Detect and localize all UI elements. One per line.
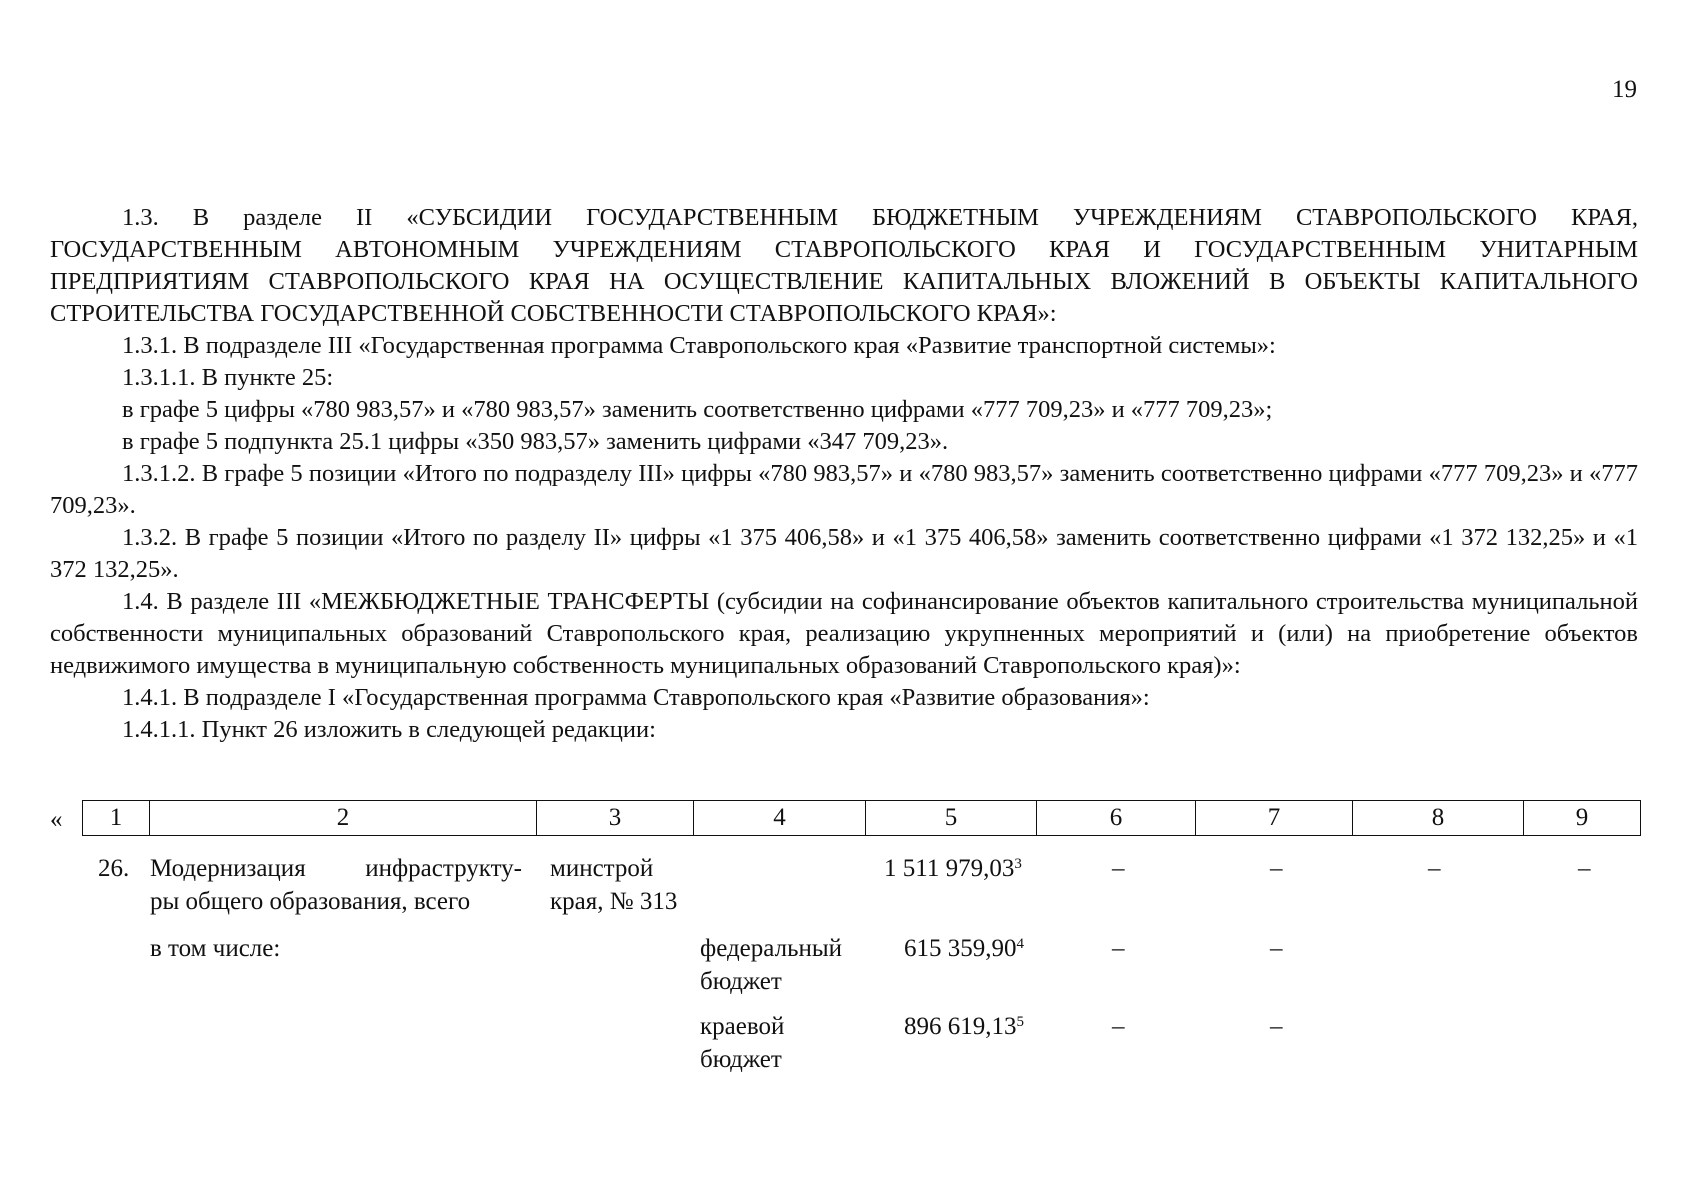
header-col-8: 8 [1353,801,1524,836]
header-col-3: 3 [537,801,694,836]
row-26-total [884,852,1022,885]
regional-source-line2: бюджет [700,1046,782,1073]
header-col-4: 4 [694,801,866,836]
row-26-customer-line2: края, № 313 [550,888,678,915]
table-open-quote: « [50,806,63,833]
federal-col6: – [1112,935,1125,962]
federal-source-line1: федеральный [700,935,843,962]
federal-col7: – [1270,935,1283,962]
paragraph-1-4-1-1: 1.4.1.1. Пункт 26 изложить в следующей редакции: [122,716,656,743]
row-26-number: 26. [98,855,130,882]
federal-amount-value: 615 359,90 [904,935,1017,962]
header-col-6: 6 [1037,801,1196,836]
row-26-col8: – [1428,855,1441,882]
regional-budget-amount [904,1010,1024,1043]
regional-source-line1: краевой [700,1013,785,1040]
row-26-object-name [150,852,522,918]
federal-budget-amount [904,932,1024,965]
paragraph-1-4: 1.4. В разделе III «МЕЖБЮДЖЕТНЫЕ ТРАНСФЕРТЫ (субсидии на софинансирование объектов капитального строительства муниципальной собственности муниципальных образований Ставропольского края, реализацию укрупненных мероприятий и (или) на приобретение объектов недвижимого имущества в муниципальную собственность муниципальных образований Ставропольского края)»: [50,588,1638,679]
row-26-customer-line1: минстрой [550,855,654,882]
row-26-name-line1: Модернизация инфраструкту- [150,855,522,882]
paragraph-1-3-1-1: 1.3.1.1. В пункте 25: [122,364,334,391]
paragraph-1-3-2: 1.3.2. В графе 5 позиции «Итого по разделу II» цифры «1 375 406,58» и «1 375 406,58» заменить соответственно цифрами «1 372 132,25» и «1 372 132,25». [50,524,1638,583]
regional-col7: – [1270,1013,1283,1040]
header-col-2: 2 [150,801,537,836]
header-col-7: 7 [1196,801,1353,836]
row-26-name-line2: ры общего образования, всего [150,888,471,915]
regional-amount-value: 896 619,13 [904,1013,1017,1040]
regional-budget-source [700,1010,784,1076]
page-number: 19 [1612,76,1637,103]
federal-source-line2: бюджет [700,968,782,995]
paragraph-1-4-1: 1.4.1. В подразделе I «Государственная программа Ставропольского края «Развитие образования»: [122,684,1150,711]
including-label: в том числе: [150,935,281,962]
row-26-total-value: 1 511 979,03 [884,855,1015,882]
paragraph-1-3-1-2: 1.3.1.2. В графе 5 позиции «Итого по подразделу III» цифры «780 983,57» и «780 983,57» заменить соответственно цифрами «777 709,23» и «777 709,23». [50,460,1638,519]
header-col-5: 5 [866,801,1037,836]
row-26-col7: – [1270,855,1283,882]
regional-col6: – [1112,1013,1125,1040]
paragraph-subitem-25-1: в графе 5 подпункта 25.1 цифры «350 983,57» заменить цифрами «347 709,23». [122,428,949,455]
header-col-1: 1 [83,801,150,836]
header-col-9: 9 [1524,801,1641,836]
regional-amount-footnote: 5 [1016,1014,1024,1030]
paragraph-column5-replace: в графе 5 цифры «780 983,57» и «780 983,57» заменить соответственно цифрами «777 709,23» и «777 709,23»; [122,396,1273,423]
row-26-total-footnote: 3 [1014,856,1022,872]
row-26-col9: – [1578,855,1591,882]
paragraph-1-3: 1.3. В разделе II «СУБСИДИИ ГОСУДАРСТВЕННЫМ БЮДЖЕТНЫМ УЧРЕЖДЕНИЯМ СТАВРОПОЛЬСКОГО КРАЯ, ГОСУДАРСТВЕННЫМ АВТОНОМНЫМ УЧРЕЖДЕНИЯМ СТАВРОПОЛЬСКОГО КРАЯ И ГОСУДАРСТВЕННЫМ УНИТАРНЫМ ПРЕДПРИЯТИЯМ СТАВРОПОЛЬСКОГО КРАЯ НА ОСУЩЕСТВЛЕНИЕ КАПИТАЛЬНЫХ ВЛОЖЕНИЙ В ОБЪЕКТЫ КАПИТАЛЬНОГО СТРОИТЕЛЬСТВА ГОСУДАРСТВЕННОЙ СОБСТВЕННОСТИ СТАВРОПОЛЬСКОГО КРАЯ»: [50,204,1638,327]
paragraph-1-3-1: 1.3.1. В подразделе III «Государственная программа Ставропольского края «Развитие транспортной системы»: [122,332,1276,359]
row-26-customer [550,852,677,918]
row-26-col6: – [1112,855,1125,882]
federal-amount-footnote: 4 [1016,936,1024,952]
federal-budget-source [700,932,842,998]
